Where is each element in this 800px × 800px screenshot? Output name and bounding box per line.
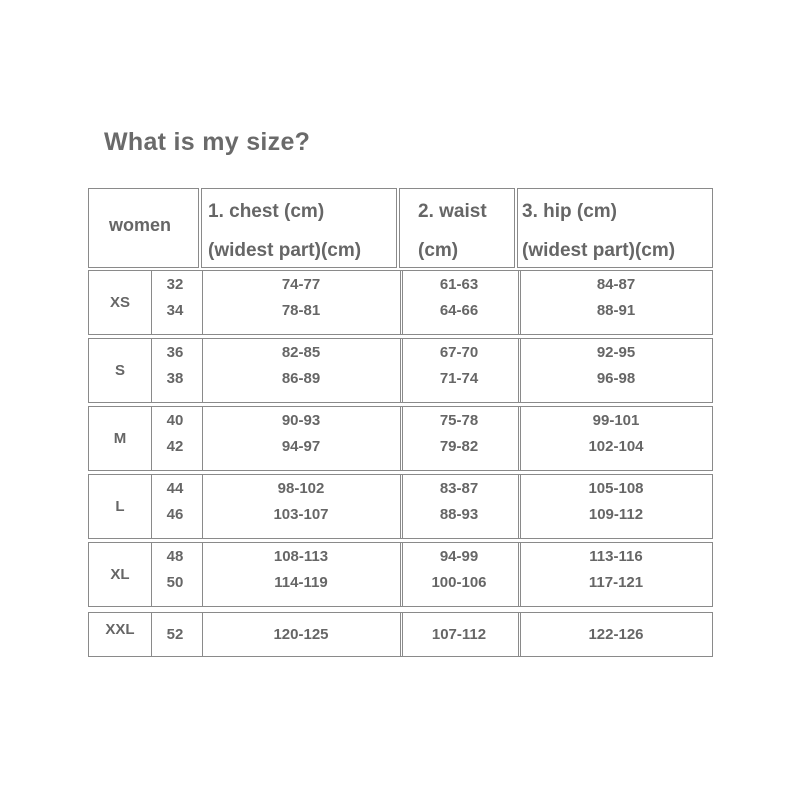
column-divider [151, 339, 152, 402]
hip-value: 109-112 [588, 506, 644, 523]
size-number: 38 [166, 370, 184, 387]
hip-value: 117-121 [588, 574, 644, 591]
size-number: 50 [166, 574, 184, 591]
chest-value: 94-97 [281, 438, 321, 455]
column-divider [151, 271, 152, 334]
chest-value: 90-93 [281, 412, 321, 429]
column-divider [151, 613, 152, 656]
header-waist-cell [399, 188, 515, 268]
size-number: 46 [166, 506, 184, 523]
waist-value: 94-99 [439, 548, 479, 565]
size-number: 40 [166, 412, 184, 429]
size-group [88, 612, 713, 657]
chest-value: 114-119 [274, 574, 328, 591]
size-group [88, 270, 713, 335]
size-label: XL [110, 565, 130, 583]
header-hip-cell [517, 188, 713, 268]
size-label: XS [109, 293, 130, 311]
size-label: S [114, 361, 125, 379]
size-number: 48 [166, 548, 184, 565]
waist-value: 61-63 [439, 276, 479, 293]
hip-value: 122-126 [588, 625, 644, 643]
waist-value: 107-112 [431, 625, 487, 643]
chest-value: 120-125 [273, 625, 329, 643]
size-group [88, 338, 713, 403]
hip-value: 113-116 [589, 548, 643, 565]
size-number: 42 [166, 438, 184, 455]
size-group [88, 474, 713, 539]
header-women-cell [88, 188, 199, 268]
header-waist-line2: (cm) [418, 240, 459, 261]
size-label: L [115, 497, 125, 515]
chest-value: 86-89 [281, 370, 321, 387]
size-number: 44 [166, 480, 184, 497]
hip-value: 96-98 [596, 370, 636, 387]
chest-value: 103-107 [273, 506, 329, 523]
chest-value: 74-77 [281, 276, 321, 293]
header-chest-line2: (widest part)(cm) [208, 240, 362, 261]
waist-value: 79-82 [439, 438, 479, 455]
waist-value: 75-78 [439, 412, 479, 429]
hip-value: 84-87 [596, 276, 636, 293]
waist-value: 71-74 [439, 370, 479, 387]
chest-value: 82-85 [281, 344, 321, 361]
header-women-label: women [109, 215, 172, 235]
size-number: 52 [166, 625, 184, 643]
waist-value: 64-66 [439, 302, 479, 319]
hip-value: 105-108 [588, 480, 644, 497]
waist-value: 67-70 [439, 344, 479, 361]
page-title: What is my size? [104, 128, 311, 156]
size-number: 34 [166, 302, 184, 319]
waist-value: 100-106 [431, 574, 487, 591]
waist-value: 83-87 [439, 480, 479, 497]
hip-value: 88-91 [596, 302, 636, 319]
header-hip-line1: 3. hip (cm) [522, 201, 618, 222]
hip-value: 92-95 [596, 344, 636, 361]
chest-value: 78-81 [281, 302, 321, 319]
header-hip-line2: (widest part)(cm) [522, 240, 676, 261]
waist-value: 88-93 [439, 506, 479, 523]
hip-value: 102-104 [588, 438, 644, 455]
size-group [88, 542, 713, 607]
column-divider [151, 407, 152, 470]
hip-value: 99-101 [592, 412, 640, 429]
column-divider [151, 475, 152, 538]
size-label: XXL [105, 621, 135, 638]
column-divider [151, 543, 152, 606]
size-group [88, 406, 713, 471]
header-chest-line1: 1. chest (cm) [208, 201, 325, 222]
size-label: M [113, 429, 127, 447]
header-chest-cell [201, 188, 397, 268]
header-waist-line1: 2. waist [418, 201, 487, 222]
size-number: 32 [166, 276, 184, 293]
chest-value: 108-113 [273, 548, 329, 565]
size-number: 36 [166, 344, 184, 361]
chest-value: 98-102 [277, 480, 325, 497]
